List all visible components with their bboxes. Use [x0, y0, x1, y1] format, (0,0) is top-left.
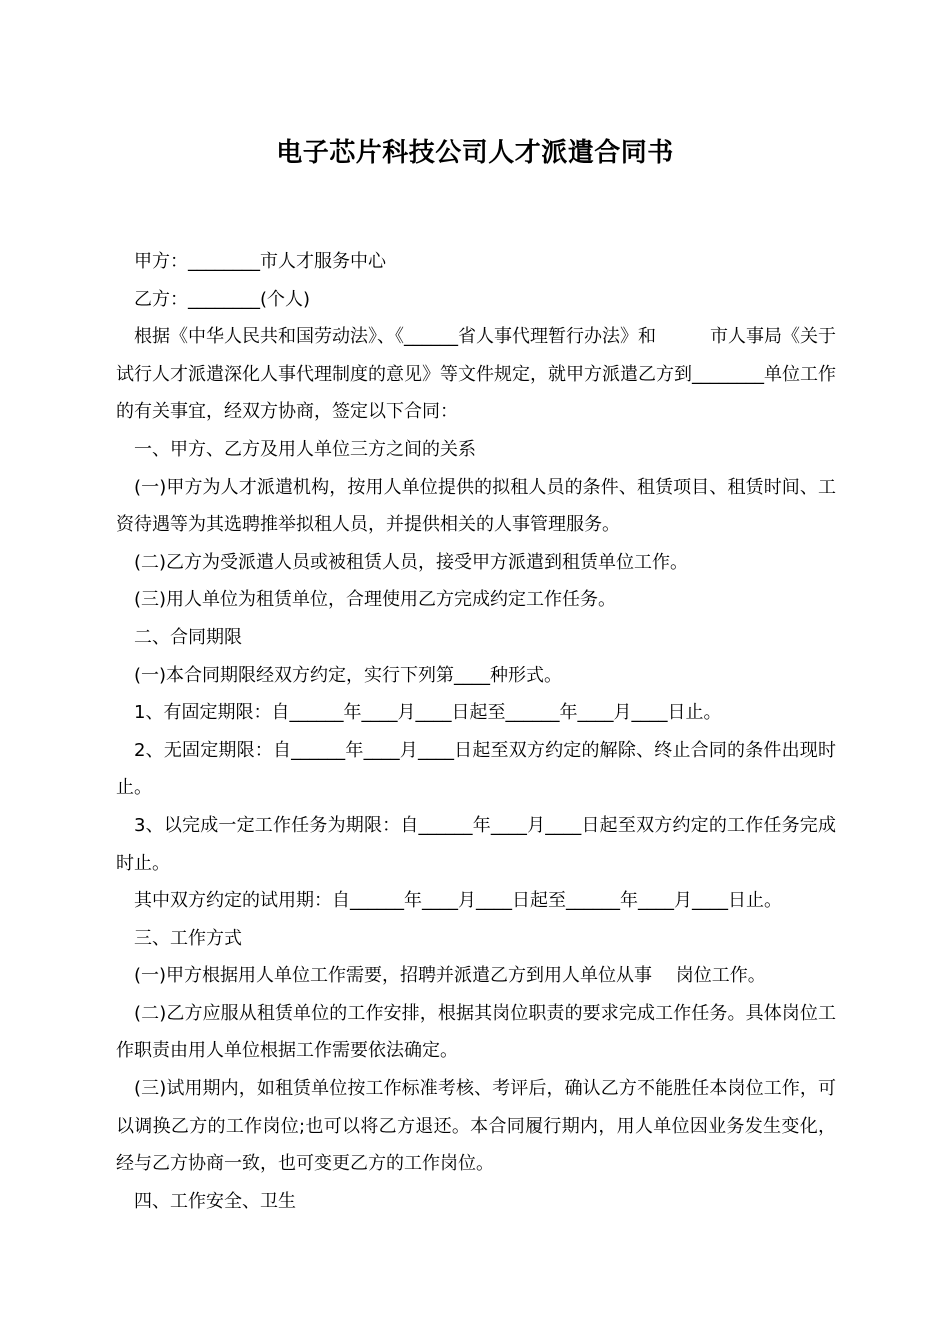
party-a-line: 甲方：________市人才服务中心: [134, 251, 386, 272]
term-option-2: 2、无固定期限：自______年____月____日起至双方约定的解除、终止合同的条件出现时止。: [116, 739, 836, 799]
clause-1-1: (一)甲方为人才派遣机构，按用人单位提供的拟租人员的条件、租赁项目、租赁时间、工资待遇等为其选聘推举拟租人员，并提供相关的人事管理服务。: [116, 476, 836, 536]
term-option-3: 3、以完成一定工作任务为期限：自______年____月____日起至双方约定的工作任务完成时止。: [116, 814, 836, 874]
document-title: 电子芯片科技公司人才派遣合同书: [276, 138, 674, 168]
clause-3-3: (三)试用期内，如租赁单位按工作标准考核、考评后，确认乙方不能胜任本岗位工作，可以调换乙方的工作岗位;也可以将乙方退还。本合同履行期内，用人单位因业务发生变化，经与乙方协商一致，也可变更乙方的工作岗位。: [116, 1078, 836, 1175]
clause-3-1: (一)甲方根据用人单位工作需要，招聘并派遣乙方到用人单位从事 岗位工作。: [134, 965, 766, 987]
section-heading-4: 四、工作安全、卫生: [134, 1190, 296, 1212]
party-b-line: 乙方：________(个人): [134, 288, 311, 310]
preamble-paragraph: 根据《中华人民共和国劳动法》、《______省人事代理暂行办法》和 市人事局《关于试行人才派遣深化人事代理制度的意见》等文件规定，就甲方派遣乙方到________单位工作的有关事宜，经双方协商，签定以下合同：: [116, 326, 836, 423]
section-heading-1: 一、甲方、乙方及用人单位三方之间的关系: [134, 438, 476, 460]
section-heading-3: 三、工作方式: [134, 927, 242, 949]
document-body: [116, 243, 836, 1220]
clause-1-3: (三)用人单位为租赁单位，合理使用乙方完成约定工作任务。: [134, 589, 617, 611]
clause-3-2: (二)乙方应服从租赁单位的工作安排，根据其岗位职责的要求完成工作任务。具体岗位工作职责由用人单位根据工作需要依法确定。: [116, 1002, 836, 1062]
section-heading-2: 二、合同期限: [134, 626, 242, 648]
clause-2-1: (一)本合同期限经双方约定，实行下列第____种形式。: [134, 664, 563, 686]
probation-period-line: 其中双方约定的试用期：自______年____月____日起至______年____月____日止。: [134, 890, 782, 912]
term-option-1: 1、有固定期限：自______年____月____日起至______年____月____日止。: [134, 702, 722, 724]
clause-1-2: (二)乙方为受派遣人员或被租赁人员，接受甲方派遣到租赁单位工作。: [134, 551, 689, 573]
